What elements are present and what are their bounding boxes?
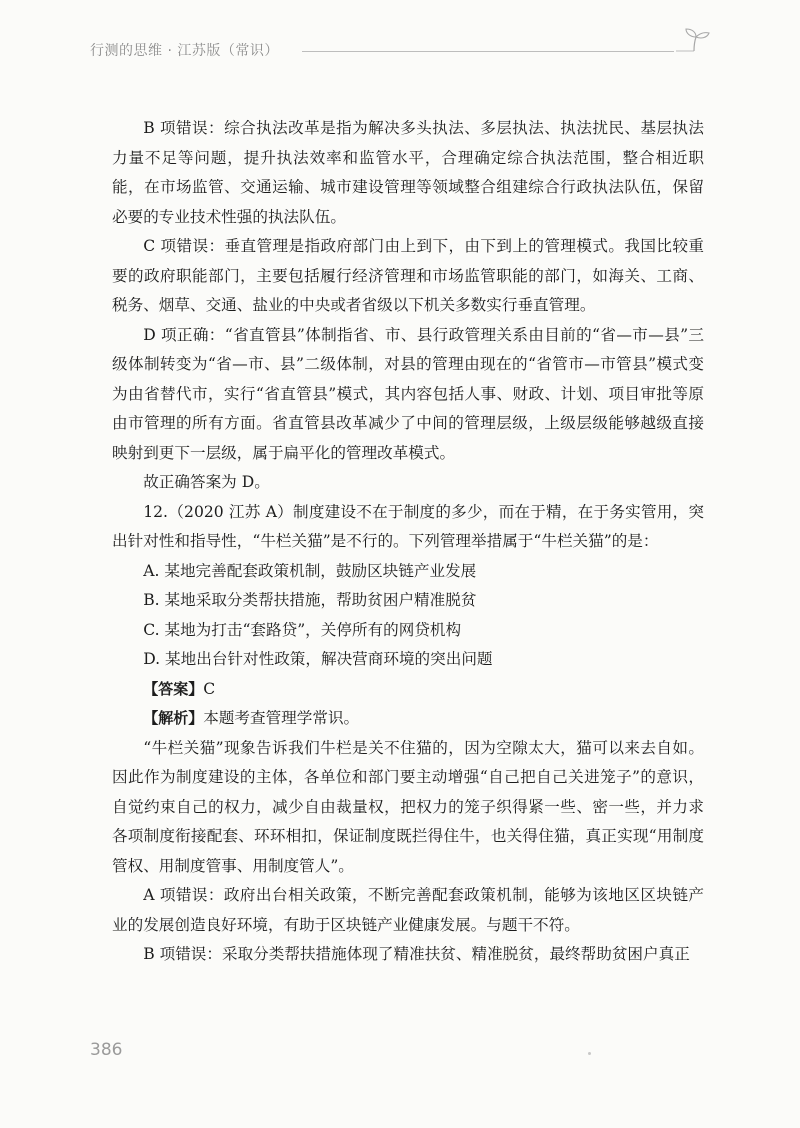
analysis-value: 本题考查管理学常识。	[203, 709, 360, 727]
option-b: B. 某地采取分类帮扶措施，帮助贫困户精准脱贫	[143, 591, 477, 609]
analysis-b-error: B 项错误：采取分类帮扶措施体现了精准扶贫、精准脱贫，最终帮助贫困户真正	[143, 945, 690, 963]
header-rule	[302, 51, 674, 52]
scan-speck	[588, 1052, 591, 1055]
paragraph-b-error: B 项错误：综合执法改革是指为解决多头执法、多层执法、执法扰民、基层执法力量不足等问题，提升执法效率和监管水平，合理确定综合执法范围，整合相近职能，在市场监管、交通运输、城市建设管理等领域整合组建综合行政执法队伍，保留必要的专业技术性强的执法队伍。	[112, 119, 704, 226]
paragraph-d-correct: D 项正确：“省直管县”体制指省、市、县行政管理关系由目前的“省—市—县”三级体制转变为“省—市、县”二级体制，对县的管理由现在的“省管市—市管县”模式变为由省替代市，实行“省直管县”模式，其内容包括人事、财政、计划、项目审批等原由市管理的所有方面。省直管县改革减少了中间的管理层级，上级层级能够越级直接映射到更下一层级，属于扁平化的管理改革模式。	[112, 325, 704, 462]
option-d: D. 某地出台针对性政策，解决营商环境的突出问题	[143, 650, 493, 668]
question-stem: 12.（2020 江苏 A）制度建设不在于制度的多少，而在于精，在于务实管用，突出针对性和指导性，“牛栏关猫”是不行的。下列管理举措属于“牛栏关猫”的是：	[112, 502, 704, 550]
analysis-label: 【解析】	[143, 709, 204, 727]
page-body	[112, 114, 704, 970]
running-header	[0, 0, 800, 80]
analysis-line	[112, 704, 704, 734]
running-header-title: 行测的思维 · 江苏版（常识）	[90, 43, 279, 59]
option-c: C. 某地为打击“套路贷”，关停所有的网贷机构	[143, 620, 462, 639]
sprout-icon	[674, 26, 714, 56]
answer-label: 【答案】	[143, 679, 204, 698]
option-a: A. 某地完善配套政策机制，鼓励区块链产业发展	[143, 561, 477, 580]
answer-line	[112, 675, 704, 705]
answer-value: C	[203, 679, 216, 698]
paragraph-conclusion: 故正确答案为 D。	[143, 473, 270, 491]
analysis-paragraph: “牛栏关猫”现象告诉我们牛栏是关不住猫的，因为空隙太大，猫可以来去自如。因此作为制度建设的主体，各单位和部门要主动增强“自己把自己关进笼子”的意识，自觉约束自己的权力，减少自由裁量权，把权力的笼子织得紧一些、密一些，并力求各项制度衔接配套、环环相扣，保证制度既拦得住牛，也关得住猫，真正实现“用制度管权、用制度管事、用制度管人”。	[112, 738, 704, 875]
analysis-a-error: A 项错误：政府出台相关政策，不断完善配套政策机制，能够为该地区区块链产业的发展创造良好环境，有助于区块链产业健康发展。与题干不符。	[112, 886, 704, 934]
paragraph-c-error: C 项错误：垂直管理是指政府部门由上到下，由下到上的管理模式。我国比较重要的政府职能部门，主要包括履行经济管理和市场监管职能的部门，如海关、工商、税务、烟草、交通、盐业的中央或者省级以下机关多数实行垂直管理。	[112, 237, 704, 314]
page-number: 386	[90, 1040, 123, 1060]
